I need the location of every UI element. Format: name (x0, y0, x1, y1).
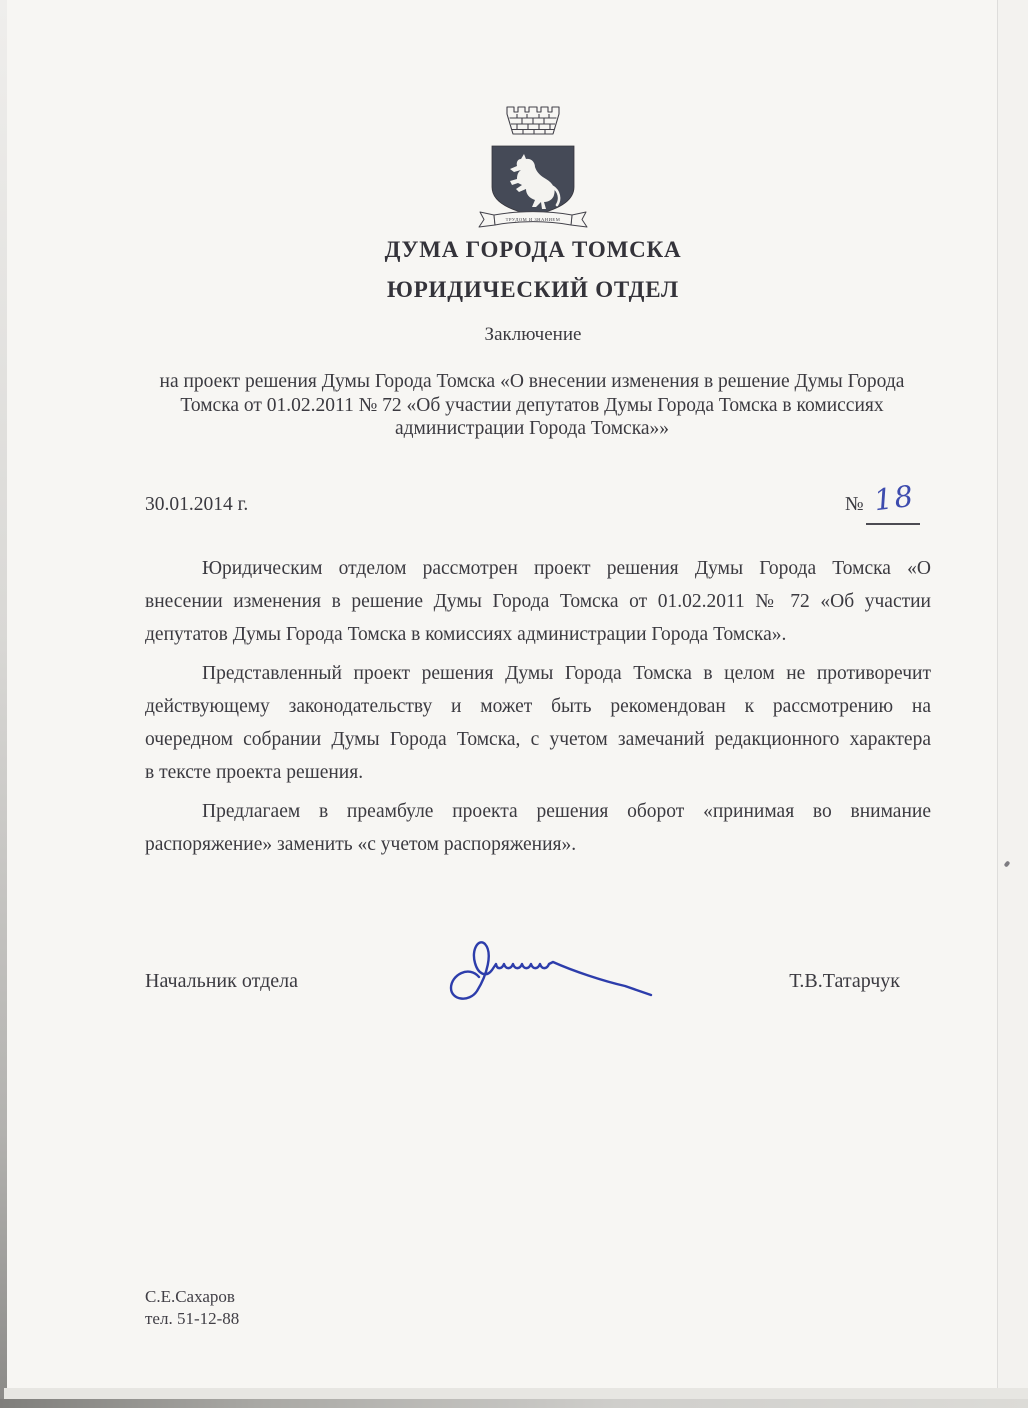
body-line: в тексте проекта решения. (145, 762, 364, 783)
motto-ribbon (479, 212, 587, 227)
body-text (145, 552, 931, 861)
shield-horse-icon (492, 146, 574, 218)
executor-name: С.Е.Сахаров (145, 1287, 235, 1306)
executor-block (145, 1286, 239, 1330)
subject-line: на проект решения Думы Города Томска «О внесении изменения в решение Думы Города (159, 371, 905, 392)
page-left-edge (0, 0, 7, 1408)
body-line: внесении изменения в решение Думы Города Томска от 01.02.2011 № 72 «Об участии (145, 591, 931, 612)
signature-ink (443, 931, 678, 1009)
scan-right-margin (998, 0, 1028, 1408)
coat-of-arms (468, 103, 598, 235)
subject-line: администрации Города Томска»» (394, 418, 670, 439)
handwritten-number: 18 (872, 478, 917, 518)
number-underline (866, 523, 920, 525)
page-right-edge (997, 0, 998, 1408)
executor-phone: тел. 51-12-88 (145, 1309, 240, 1328)
doc-number-label: № (845, 494, 864, 515)
body-line: депутатов Думы Города Томска в комиссиях администрации Города Томска». (145, 624, 787, 645)
signer-position: Начальник отдела (145, 970, 298, 992)
body-line: распоряжение» заменить «с учетом распоряжения». (145, 834, 577, 855)
body-line: действующему законодательству и может быть рекомендован к рассмотрению на (145, 696, 931, 717)
motto-text: ТРУДОМ И ЗНАНИЕМ (505, 216, 561, 222)
dept-name: ЮРИДИЧЕСКИЙ ОТДЕЛ (387, 277, 679, 302)
doc-date: 30.01.2014 г. (145, 494, 249, 515)
paragraph (145, 552, 931, 651)
paragraph (145, 657, 931, 789)
body-line: Предлагаем в преамбуле проекта решения оборот «принимая во внимание (202, 801, 931, 822)
body-line: Юридическим отделом рассмотрен проект решения Думы Города Томска «О (202, 558, 931, 579)
signer-name: Т.В.Татарчук (789, 970, 900, 992)
body-line: Представленный проект решения Думы Города Томска в целом не противоречит (202, 663, 931, 684)
org-name: ДУМА ГОРОДА ТОМСКА (384, 237, 682, 262)
page-bottom-shadow (4, 1388, 1028, 1399)
mural-crown-icon (507, 107, 559, 134)
subject-block (114, 370, 950, 441)
subject-line: Томска от 01.02.2011 № 72 «Об участии депутатов Думы Города Томска в комиссиях (180, 394, 884, 416)
page-bottom-edge (0, 1399, 1028, 1408)
doc-type-title: Заключение (484, 324, 582, 345)
paragraph (145, 795, 931, 861)
body-line: очередном собрании Думы Города Томска, с учетом замечаний редакционного характера (145, 729, 931, 750)
